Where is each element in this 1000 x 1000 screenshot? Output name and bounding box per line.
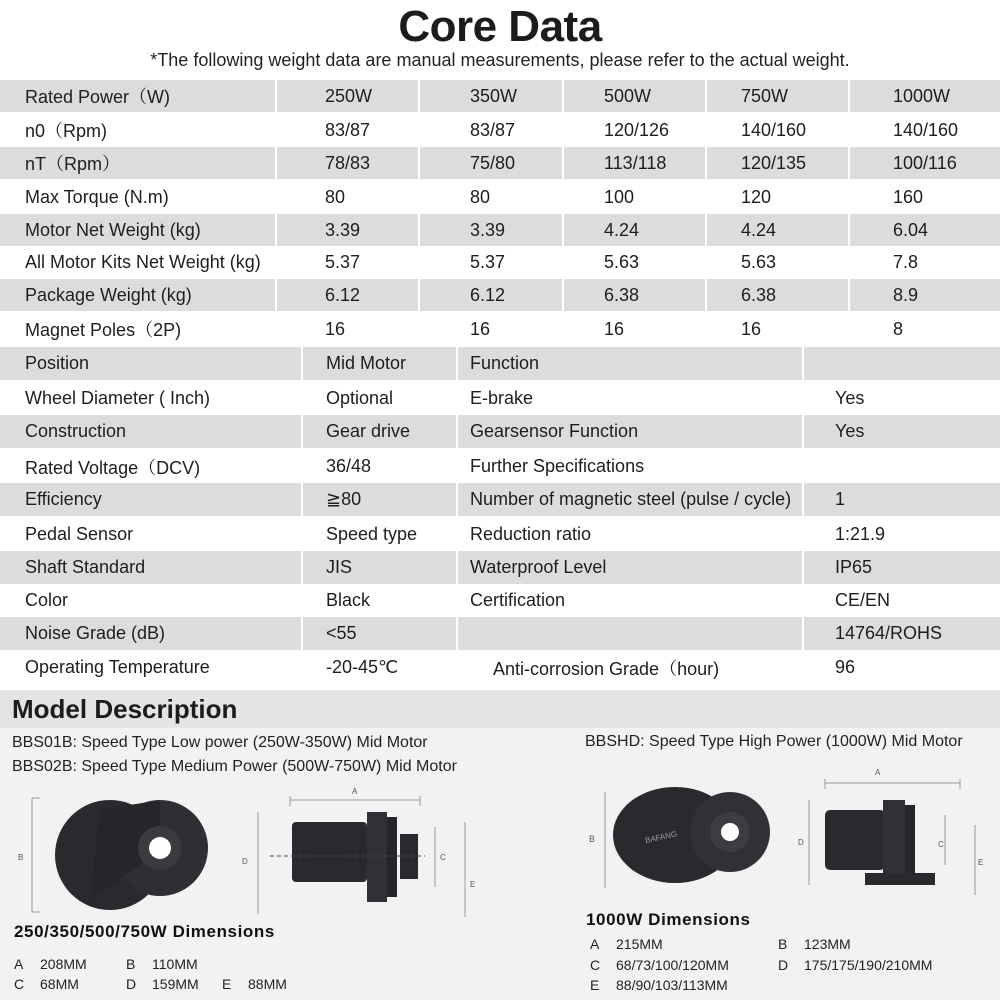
- spec-value: 1000W: [850, 80, 1000, 112]
- spec-value: 120/135: [707, 147, 848, 179]
- feature-value: 96: [835, 657, 856, 677]
- spec-value: 78/83: [277, 147, 418, 179]
- feature-value: JIS: [303, 551, 456, 584]
- feature-value: 36/48: [326, 456, 372, 476]
- feature-label: Construction: [0, 415, 301, 448]
- feature-value: Yes: [835, 388, 865, 408]
- feature-row: [0, 551, 1000, 584]
- feature-label: Color: [25, 590, 69, 610]
- feature-value: Optional: [326, 388, 394, 408]
- spec-label: Magnet Poles（2P): [25, 320, 182, 340]
- bbs01b-description: BBS01B: Speed Type Low power (250W-350W) Mid Motor: [12, 734, 428, 751]
- spec-value: 160: [893, 186, 924, 207]
- spec-value: 120/126: [604, 119, 670, 140]
- dim-label-e: E: [470, 880, 476, 889]
- spec-value: 5.37: [470, 251, 506, 272]
- feature-value: Gear drive: [303, 415, 456, 448]
- right-dim-b: B 123MM: [778, 936, 851, 952]
- left-dim-c: C 68MM: [14, 976, 79, 992]
- spec-row: [0, 114, 1000, 146]
- spec-value: 6.04: [850, 214, 1000, 246]
- feature-row: [0, 415, 1000, 448]
- left-dim-d: D 159MM: [126, 976, 199, 992]
- dim-label-d: D: [798, 838, 804, 847]
- feature-label: Number of magnetic steel (pulse / cycle): [458, 483, 802, 516]
- feature-label: Operating Temperature: [25, 657, 210, 677]
- spec-label: nT（Rpm）: [0, 147, 275, 179]
- feature-value: [804, 450, 1000, 483]
- feature-label: Anti-corrosion Grade（hour): [493, 658, 720, 679]
- right-dim-d: D 175/175/190/210MM: [778, 957, 933, 973]
- dim-label-c: C: [440, 853, 446, 862]
- spec-value: 8: [893, 318, 904, 339]
- spec-row: [0, 147, 1000, 179]
- feature-value: Speed type: [326, 524, 418, 544]
- feature-value: 1: [804, 483, 1000, 516]
- feature-row: [0, 347, 1000, 380]
- spec-value: 5.63: [741, 251, 777, 272]
- spec-value: 140/160: [893, 119, 959, 140]
- spec-value: 8.9: [850, 279, 1000, 311]
- feature-value: <55: [303, 617, 456, 650]
- feature-label: Rated Voltage（DCV): [25, 457, 201, 478]
- spec-value: 250W: [277, 80, 418, 112]
- feature-value: Yes: [804, 415, 1000, 448]
- spec-value: 16: [470, 318, 491, 339]
- feature-row: [0, 651, 1000, 684]
- spec-value: 750W: [707, 80, 848, 112]
- spec-row: [0, 313, 1000, 345]
- spec-value: 16: [741, 318, 762, 339]
- spec-value: 80: [325, 186, 346, 207]
- spec-value: 16: [604, 318, 625, 339]
- spec-row: [0, 214, 1000, 246]
- right-dim-a: A 215MM: [590, 936, 663, 952]
- spec-value: 83/87: [325, 119, 371, 140]
- left-dimensions-title: 250/350/500/750W Dimensions: [14, 922, 275, 941]
- feature-row: [0, 584, 1000, 617]
- bbs02b-description: BBS02B: Speed Type Medium Power (500W-750W) Mid Motor: [12, 758, 457, 775]
- spec-label: Max Torque (N.m): [25, 186, 169, 207]
- spec-value: 113/118: [564, 147, 705, 179]
- left-dim-a: A 208MM: [14, 956, 87, 972]
- spec-label: All Motor Kits Net Weight (kg): [25, 251, 261, 272]
- feature-label: Pedal Sensor: [25, 524, 134, 544]
- bbshd-side-view-image: [585, 780, 785, 895]
- feature-value: Mid Motor: [303, 347, 456, 380]
- dim-label-d: D: [242, 857, 248, 866]
- spec-label: Rated Power（W): [0, 80, 275, 112]
- spec-value: 120: [741, 186, 772, 207]
- spec-label: n0（Rpm): [25, 121, 108, 141]
- feature-label: Waterproof Level: [458, 551, 802, 584]
- left-dim-e: E 88MM: [222, 976, 287, 992]
- feature-label: Wheel Diameter ( Inch): [25, 388, 211, 408]
- right-dim-e: E 88/90/103/113MM: [590, 977, 728, 993]
- spec-value: 4.24: [564, 214, 705, 246]
- spec-value: 75/80: [420, 147, 562, 179]
- spec-value: 80: [470, 186, 491, 207]
- spec-label: Package Weight (kg): [0, 279, 275, 311]
- spec-value: 140/160: [741, 119, 807, 140]
- dim-label-e: E: [978, 858, 984, 867]
- spec-value: 3.39: [277, 214, 418, 246]
- weight-disclaimer: *The following weight data are manual measurements, please refer to the actual weight.: [150, 50, 850, 70]
- feature-label: Position: [0, 347, 301, 380]
- model-description-title: Model Description: [12, 694, 238, 724]
- feature-value: CE/EN: [835, 590, 891, 610]
- feature-row: [0, 382, 1000, 415]
- right-dimensions-title: 1000W Dimensions: [586, 910, 751, 929]
- spec-row: [0, 246, 1000, 278]
- bbs02-side-view-image: [10, 790, 240, 920]
- spec-value: 6.38: [564, 279, 705, 311]
- spec-value: 100: [604, 186, 635, 207]
- spec-value: 6.38: [707, 279, 848, 311]
- spec-value: 6.12: [277, 279, 418, 311]
- page-title: Core Data: [398, 2, 602, 51]
- feature-label: Certification: [470, 590, 566, 610]
- feature-label: Noise Grade (dB): [0, 617, 301, 650]
- feature-label: Function: [458, 347, 802, 380]
- spec-value: 7.8: [893, 251, 919, 272]
- spec-value: 6.12: [420, 279, 562, 311]
- spec-row: [0, 279, 1000, 311]
- dim-label-a: A: [352, 787, 358, 796]
- feature-value: IP65: [804, 551, 1000, 584]
- left-dim-b: B 110MM: [126, 956, 198, 972]
- feature-value: Black: [326, 590, 371, 610]
- dim-label-b: B: [18, 853, 24, 862]
- feature-value: 1:21.9: [835, 524, 886, 544]
- feature-value: -20-45℃: [326, 657, 399, 677]
- spec-value: 83/87: [470, 119, 516, 140]
- bbs02-top-view-image: [240, 782, 490, 922]
- feature-row: [0, 518, 1000, 551]
- feature-label: Shaft Standard: [0, 551, 301, 584]
- bbshd-description: BBSHD: Speed Type High Power (1000W) Mid Motor: [585, 733, 963, 750]
- spec-value: 500W: [564, 80, 705, 112]
- feature-label: Further Specifications: [470, 456, 645, 476]
- right-dim-c: C 68/73/100/120MM: [590, 957, 729, 973]
- spec-label: Motor Net Weight (kg): [0, 214, 275, 246]
- dim-label-c: C: [938, 840, 944, 849]
- feature-label: Gearsensor Function: [458, 415, 802, 448]
- spec-value: 16: [325, 318, 346, 339]
- spec-value: 5.63: [604, 251, 640, 272]
- spec-row: [0, 80, 1000, 112]
- feature-value: [804, 347, 1000, 380]
- feature-value: 14764/ROHS: [804, 617, 1000, 650]
- feature-row: [0, 483, 1000, 516]
- dim-label-a: A: [875, 768, 881, 777]
- feature-label: Reduction ratio: [470, 524, 592, 544]
- feature-value: ≧80: [303, 483, 456, 516]
- spec-value: 4.24: [707, 214, 848, 246]
- feature-label: Efficiency: [0, 483, 301, 516]
- feature-label: E-brake: [470, 388, 534, 408]
- feature-row: [0, 450, 1000, 483]
- spec-value: 350W: [420, 80, 562, 112]
- bbshd-top-view-image: [795, 765, 995, 900]
- spec-value: 100/116: [850, 147, 1000, 179]
- motor-logo: BAFANG: [644, 829, 678, 846]
- feature-row: [0, 617, 1000, 650]
- feature-label: [458, 617, 802, 650]
- spec-row: [0, 181, 1000, 213]
- dim-label-b: B: [589, 834, 596, 844]
- spec-value: 5.37: [325, 251, 361, 272]
- spec-value: 3.39: [420, 214, 562, 246]
